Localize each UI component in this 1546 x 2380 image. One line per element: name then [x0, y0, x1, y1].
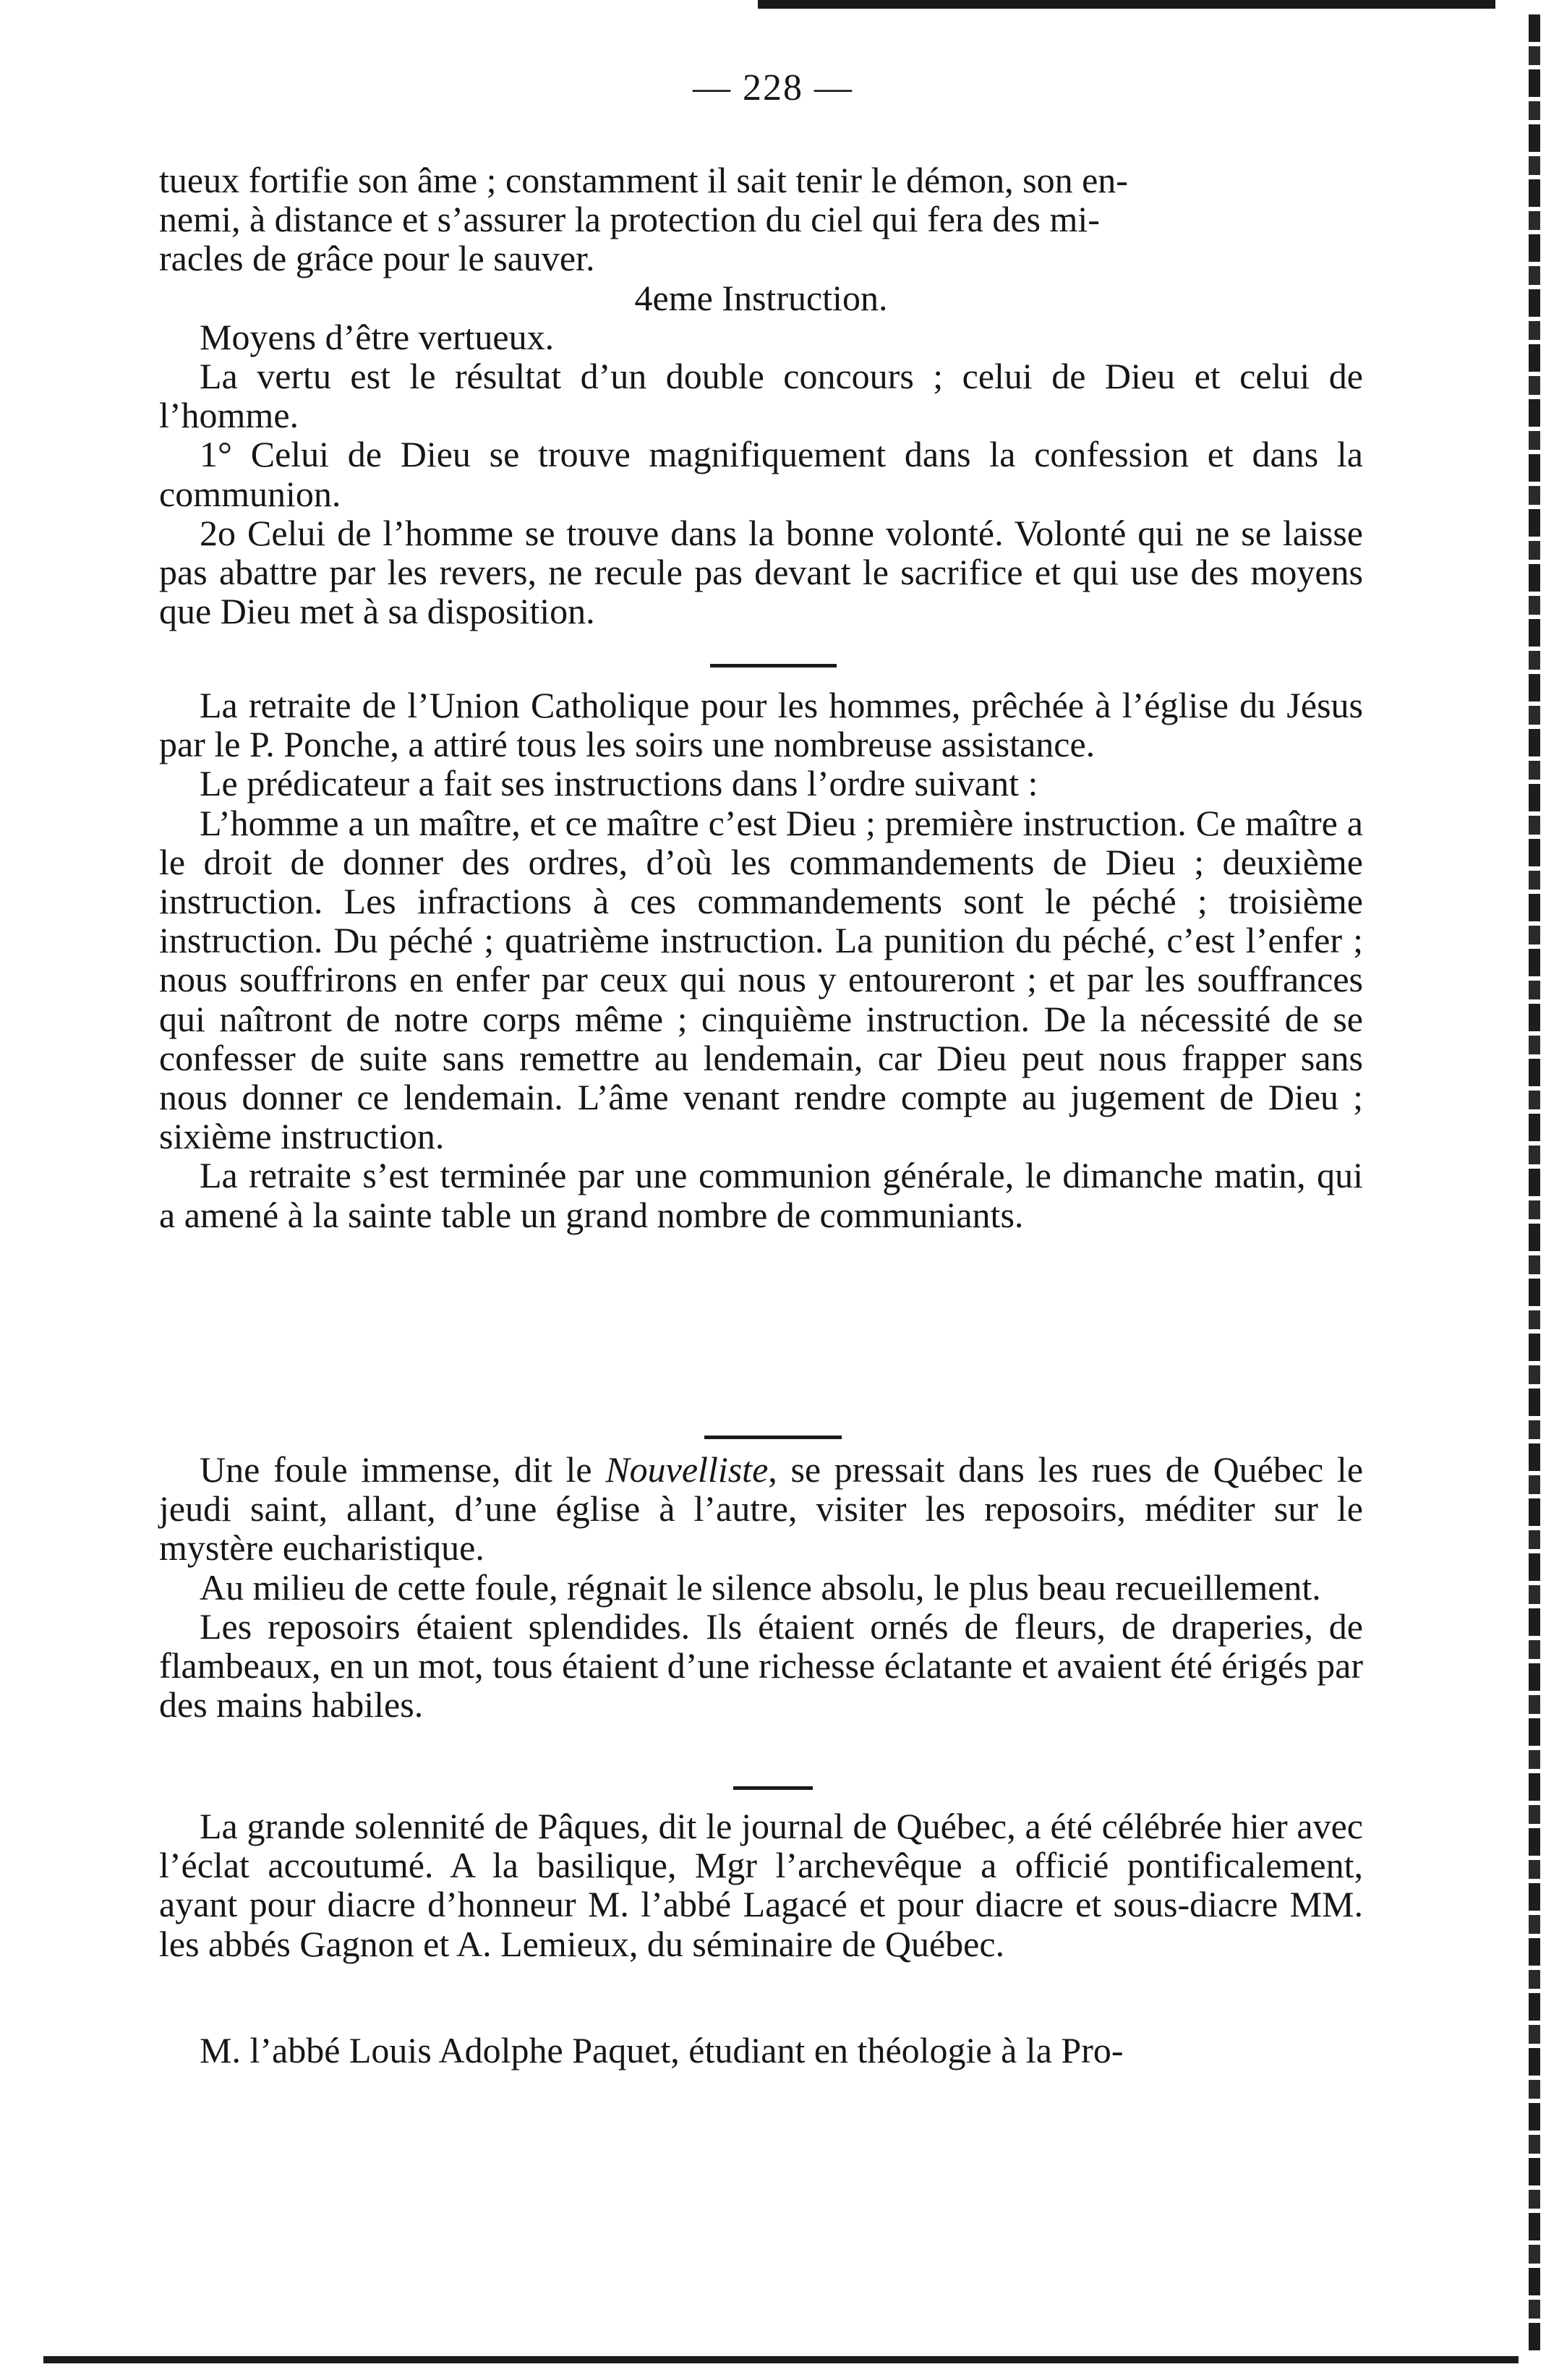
paragraph: 2o Celui de l’homme se trouve dans la bonne volonté. Volonté qui ne se laisse pas abattre par les revers, ne recule pas devant le sacrifice et qui use des moyens que Dieu met à sa disposition. [159, 512, 1363, 632]
section-easter [159, 1807, 1363, 1963]
separator-rule [704, 1436, 842, 1439]
continued-line-3: racles de grâce pour le sauver. [159, 238, 595, 279]
top-border-rule [758, 0, 1495, 9]
paragraph: Le prédicateur a fait ses instructions dans l’ordre suivant : [200, 763, 1038, 804]
paragraph-text: Une foule immense, dit le [200, 1449, 606, 1490]
paragraph: La vertu est le résultat d’un double concours ; celui de Dieu et celui de l’homme. [159, 356, 1363, 436]
paragraph: L’homme a un maître, et ce maître c’est Dieu ; première instruction. Ce maître a le droit de donner des ordres, d’où les commandements de Dieu ; deuxième instruction. Les infractions à ces commandements sont le péché ; troisième instruction. Du péché ; quatrième instruction. La punition du péché, c’est l’enfer ; nous souffrirons en enfer par ceux qui nous y entoureront ; et par les souffrances qui naîtront de notre corps même ; cinquième instruction. De la nécessité de se confesser de suite sans remettre au lendemain, car Dieu peut nous frapper sans nous donner ce lendemain. L’âme venant rendre compte au jugement de Dieu ; sixième instruction. [159, 802, 1363, 1157]
paragraph: La retraite s’est terminée par une communion générale, le dimanche matin, qui a amené à la sainte table un grand nombre de communiants. [159, 1155, 1363, 1235]
continued-line-1: tueux fortifie son âme ; constamment il sait tenir le démon, son en- [159, 160, 1128, 200]
paragraph: La grande solennité de Pâques, dit le journal de Québec, a été célébrée hier avec l’éclat accoutumé. A la basilique, Mgr l’archevêque a officié pontificalement, ayant pour diacre d’honneur M. l’abbé Lagacé et pour diacre et sous-diacre MM. les abbés Gagnon et A. Lemieux, du séminaire de Québec. [159, 1806, 1363, 1964]
continued-line-2: nemi, à distance et s’assurer la protection du ciel qui fera des mi- [159, 199, 1100, 240]
section-abbe-paquet [159, 2031, 1363, 2070]
bottom-border-rule [43, 2356, 1519, 2363]
paragraph: M. l’abbé Louis Adolphe Paquet, étudiant en théologie à la Pro- [200, 2030, 1124, 2070]
page-number: — 228 — [693, 67, 853, 108]
separator-rule [733, 1786, 813, 1790]
right-border-rule [1529, 14, 1540, 2350]
paragraph: Au milieu de cette foule, régnait le silence absolu, le plus beau recueillement. [200, 1566, 1321, 1608]
paragraph: 1° Celui de Dieu se trouve magnifiquement dans la confession et dans la communion. [159, 434, 1363, 514]
paragraph [159, 1450, 1363, 1568]
instruction-heading: 4eme Instruction. [634, 277, 888, 318]
paragraph: La retraite de l’Union Catholique pour les hommes, prêchée à l’église du Jésus par le P. Ponche, a attiré tous les soirs une nombreuse assistance. [159, 685, 1363, 765]
section-holy-thursday [159, 1450, 1363, 1724]
paragraph: Moyens d’être vertueux. [200, 316, 555, 357]
section-retreat [159, 686, 1363, 1234]
separator-rule [710, 664, 837, 667]
paragraph: Les reposoirs étaient splendides. Ils étaient ornés de fleurs, de draperies, de flambeaux, en un mot, tous étaient d’une richesse éclatante et avaient été érigés par des mains habiles. [159, 1605, 1363, 1726]
paragraph-text: , se pressait dans les rues de Québec le jeudi saint, allant, d’une église à l’autre, visiter les reposoirs, méditer sur le mystère eucharistique. [159, 1449, 1364, 1569]
newspaper-name: Nouvelliste [605, 1449, 769, 1490]
section-instruction [159, 161, 1363, 631]
